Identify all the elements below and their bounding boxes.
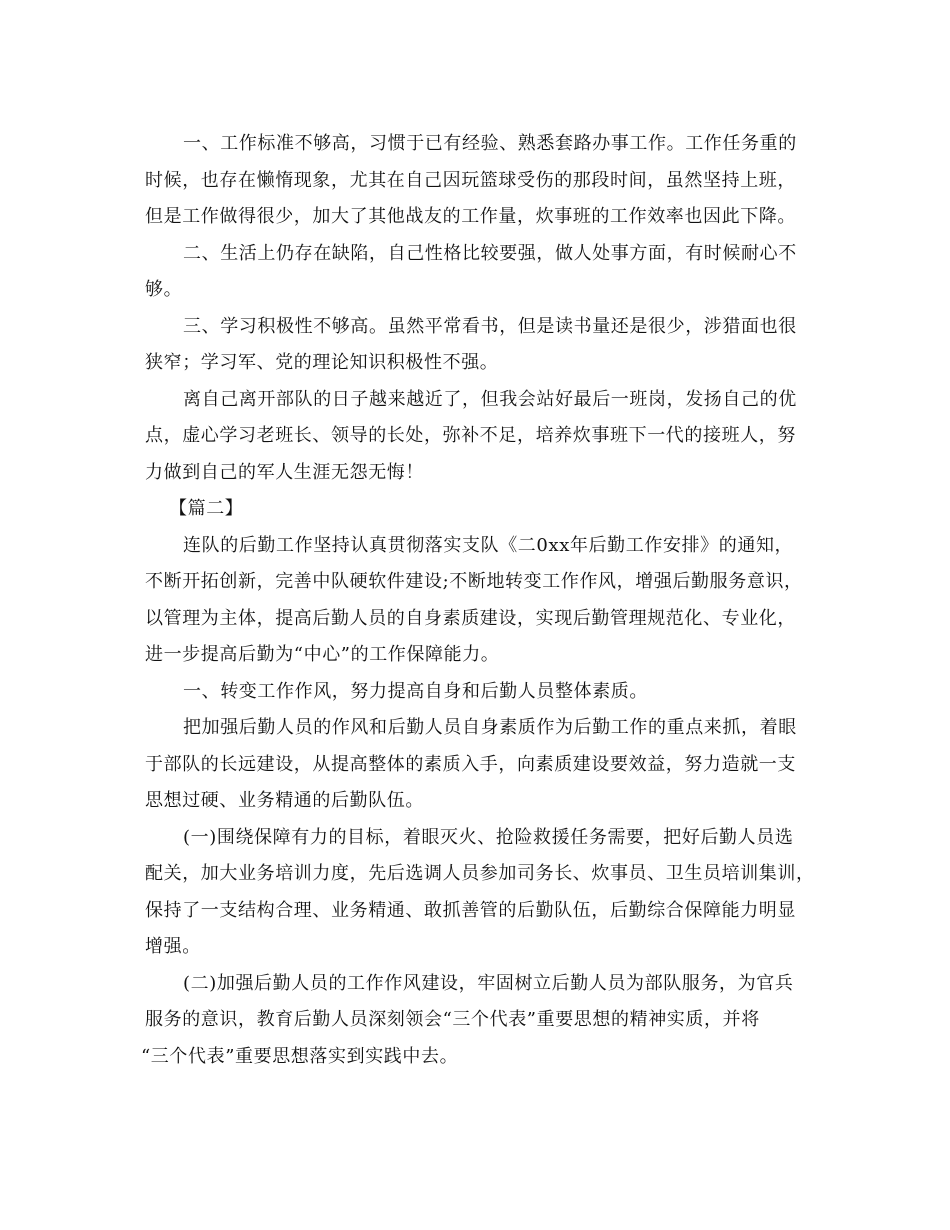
section-heading: 【篇二】 [169,498,244,519]
text-line: 时候，也存在懒惰现象，尤其在自己因玩篮球受伤的那段时间，虽然坚持上班， [145,169,796,191]
text-line: 够。 [145,279,183,300]
text-line: 一、转变工作作风，努力提高自身和后勤人员整体素质。 [183,680,648,702]
text-line: (二)加强后勤人员的工作作风建设，牢固树立后勤人员为部队服务，为官兵 [183,972,794,994]
text-line: 进一步提高后勤为“中心”的工作保障能力。 [145,644,500,665]
text-line: “三个代表”重要思想落实到实践中去。 [141,1045,459,1067]
text-line: 力做到自己的军人生涯无怨无悔！ [145,461,424,483]
text-line: 三、学习积极性不够高。虽然平常看书，但是读书量还是很少，涉猎面也很 [183,315,797,337]
text-line: 保持了一支结构合理、业务精通、敢抓善管的后勤队伍，后勤综合保障能力明显 [145,899,796,921]
text-line: 服务的意识，教育后勤人员深刻领会“三个代表”重要思想的精神实质，并将 [145,1009,760,1030]
text-line: 离自己离开部队的日子越来越近了，但我会站好最后一班岗，发扬自己的优 [183,388,797,410]
text-line: 把加强后勤人员的作风和后勤人员自身素质作为后勤工作的重点来抓，着眼 [183,717,797,738]
text-line: 点，虚心学习老班长、领导的长处，弥补不足，培养炊事班下一代的接班人，努 [145,425,796,446]
text-line: 思想过硬、业务精通的后勤队伍。 [145,790,424,811]
text-line: (一)围绕保障有力的目标，着眼灭火、抢险救援任务需要，把好后勤人员选 [183,826,794,848]
text-line: 以管理为主体，提高后勤人员的自身素质建设，实现后勤管理规范化、专业化， [145,607,796,629]
text-line: 于部队的长远建设，从提高整体的素质入手，向素质建设要效益，努力造就一支 [145,753,796,775]
text-line: 狭窄；学习军、党的理论知识积极性不强。 [145,352,499,373]
document-body [141,126,815,1075]
text-line: 配关，加大业务培训力度，先后选调人员参加司务长、炊事员、卫生员培训集训， [145,863,815,884]
text-line: 增强。 [145,936,201,957]
text-line: 一、工作标准不够高，习惯于已有经验、熟悉套路办事工作。工作任务重的 [183,133,797,154]
text-line: 但是工作做得很少，加大了其他战友的工作量，炊事班的工作效率也因此下降。 [145,206,796,227]
text-line: 连队的后勤工作坚持认真贯彻落实支队《二0xx年后勤工作安排》的通知， [183,534,794,556]
text-line: 不断开拓创新，完善中队硬软件建设;不断地转变工作作风，增强后勤服务意识， [145,571,803,592]
text-line: 二、生活上仍存在缺陷，自己性格比较要强，做人处事方面，有时候耐心不 [183,242,797,264]
